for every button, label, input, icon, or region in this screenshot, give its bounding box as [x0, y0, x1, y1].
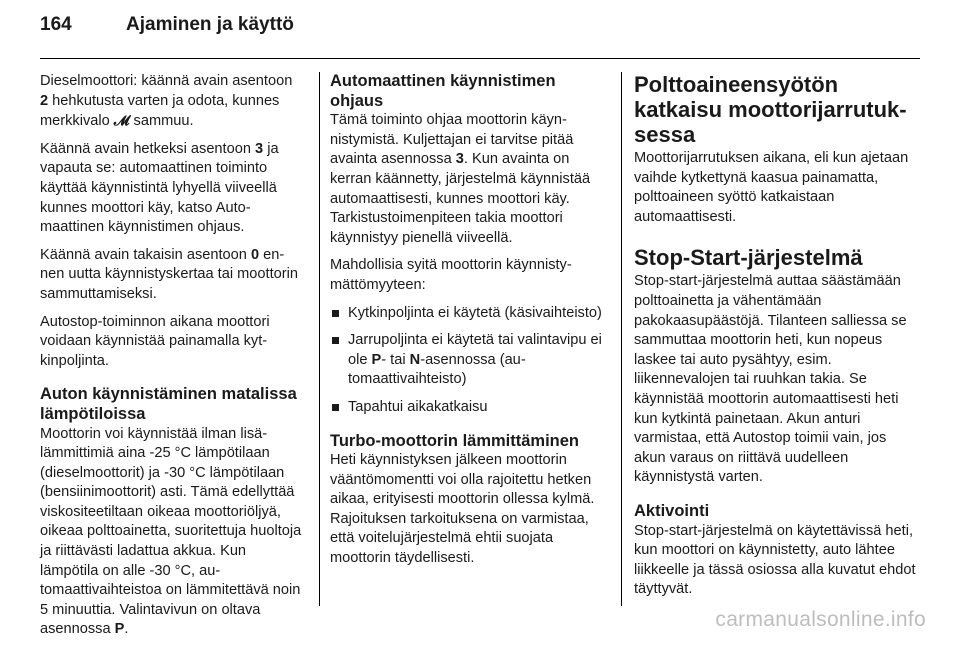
- bullet-icon: [332, 404, 339, 411]
- paragraph: Stop-start-järjestelmä on käytettävissä heti, kun moottori on käynnistetty, auto lähtee liikkeelle ja tässä osiossa alla kuvatut ehdot täyttyvät.: [634, 522, 916, 598]
- list-item: Kytkinpoljinta ei käytetä (käsivaihteisto): [330, 304, 602, 324]
- subsection-heading: Aktivointi: [634, 501, 710, 520]
- column-3: [634, 72, 920, 608]
- section-heading: Polttoaineensyötön katkaisu moottorijarrutuksessa: [634, 72, 907, 147]
- section-heading: Turbo-moottorin lämmittäminen: [330, 431, 580, 450]
- list-item: Jarrupoljinta ei käytetä tai valintavipu ei ole P- tai N-asennossa (automaattivaihteisto): [330, 331, 602, 390]
- header-rule: [40, 58, 920, 59]
- page-number: 164: [40, 14, 72, 35]
- paragraph: Mahdollisia syitä moottorin käynnistymättömyyteen:: [330, 257, 572, 293]
- section-heading: Auton käynnistäminen matalissa lämpötiloissa: [40, 385, 297, 423]
- section-heading: Automaattinen käynnistimen ohjaus: [330, 72, 556, 110]
- page-header: [40, 14, 294, 36]
- column-2: [330, 72, 602, 577]
- bullet-icon: [332, 337, 339, 344]
- list-item: Tapahtui aikakatkaisu: [330, 398, 602, 418]
- watermark: carmanualsonline.info: [715, 608, 926, 631]
- paragraph: Heti käynnistyksen jälkeen moottorin vääntömomentti voi olla rajoitettu hetken aikaa, erityisesti moottorin ollessa kylmä. Rajoituksen tarkoituksena on varmistaa, että voitelujärjestelmä ehtii suojata moottorin täydellisesti.: [330, 452, 595, 567]
- bullet-icon: [332, 310, 339, 317]
- section-heading: Stop-Start-järjestelmä: [634, 245, 863, 271]
- column-1: [40, 72, 302, 648]
- column-divider: [621, 72, 622, 606]
- page-title: Ajaminen ja käyttö: [126, 14, 294, 35]
- paragraph: Stop-start-järjestelmä auttaa säästämään polttoainetta ja vähentämään pakokaasupäästöjä. Tilanteen salliessa se sammuttaa moottorin heti, kun nopeus laskee tai auto pysähtyy, esim. liikennevalojen tai ruuhkan takia. Se käynnistää moottorin automaattisesti heti kun kytkintä painetaan. Akun anturi varmistaa, että Autostop toimii vain, jos akun varaus on riittävä uudelleen käynnistystä varten.: [634, 273, 907, 486]
- paragraph: Tämä toiminto ohjaa moottorin käynnistymistä. Kuljettajan ei tarvitse pitää avainta asennossa 3. Kun avainta on kerran käännetty, järjestelmä käynnistää automaattisesti, kunnes moottori käy. Tarkistustoimenpiteen takia moottori käynnistyy pienellä viiveellä.: [330, 112, 591, 246]
- bullet-list: [330, 304, 602, 418]
- paragraph: Dieselmoottori: käännä avain asentoon 2 hehkutusta varten ja odota, kunnes merkkivalo 𝓜 sammuu.: [40, 73, 293, 130]
- paragraph: Autostop-toiminnon aikana moottori voidaan käynnistää painamalla kytkinpoljinta.: [40, 313, 270, 369]
- paragraph: Käännä avain hetkeksi asentoon 3 ja vapauta se: automaattinen toiminto käyttää käynnistintä lyhyellä viiveellä kunnes moottori käy, katso Automaattinen käynnistimen ohjaus.: [40, 140, 279, 236]
- glow-plug-icon: 𝓜: [113, 112, 130, 129]
- paragraph: Käännä avain takaisin asentoon 0 ennen uutta käynnistyskertaa tai moottorin sammuttamiseksi.: [40, 246, 298, 302]
- paragraph: Moottorijarrutuksen aikana, eli kun ajetaan vaihde kytkettynä kaasua painamatta, polttoaineen syöttö katkaistaan automaattisesti.: [634, 150, 909, 225]
- paragraph: Moottorin voi käynnistää ilman lisälämmittimiä aina -25 °C lämpötilaan (dieselmoottorit) ja -30 °C lämpötilaan (bensiinimoottorit) asti. Tämä edellyttää viskositeetiltaan oikeaa moottoriöljyä, oikeaa polttoainetta, suoritettuja huoltoja ja riittävästi ladattua akkua. Kun lämpötila on alle -30 °C, automaattivaihteistoa on lämmitettävä noin 5 minuuttia. Valintavivun on oltava asennossa P.: [40, 425, 302, 638]
- column-divider: [319, 72, 320, 606]
